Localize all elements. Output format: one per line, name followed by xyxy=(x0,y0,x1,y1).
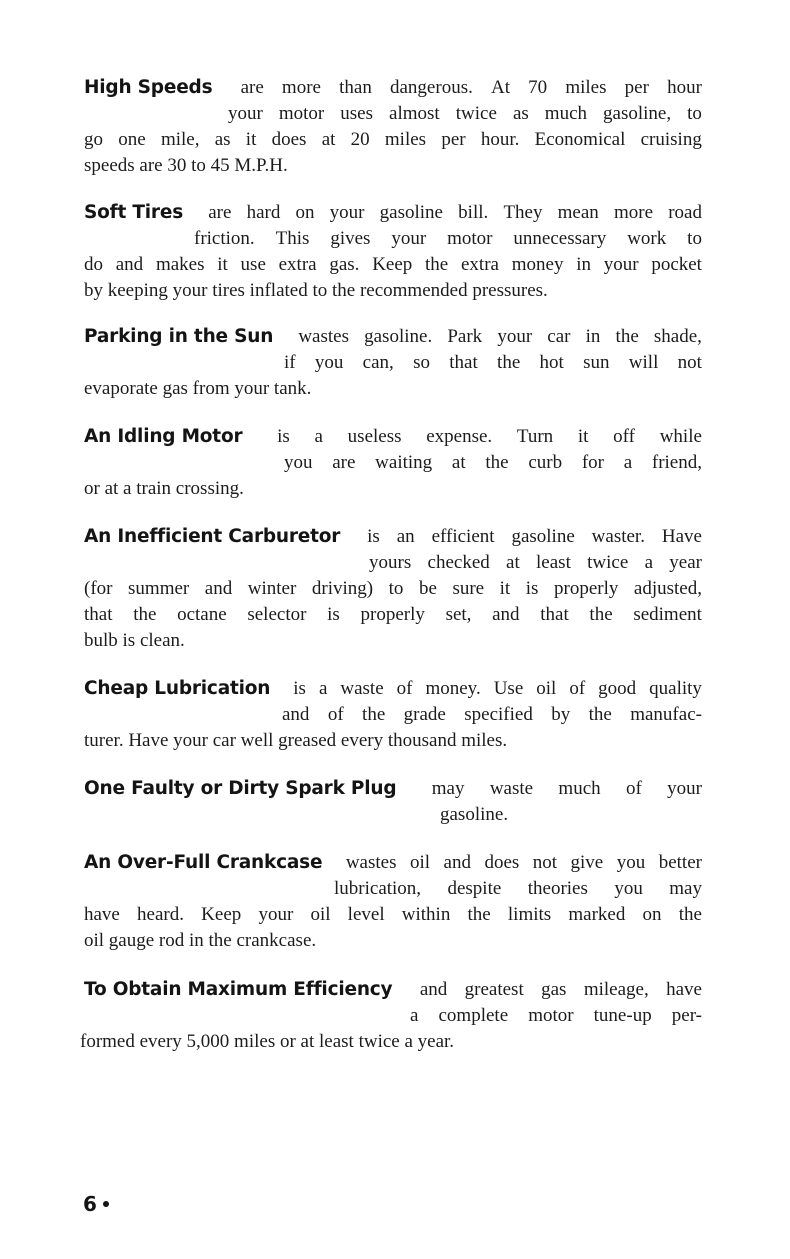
paragraph-line xyxy=(84,127,702,153)
word: motor xyxy=(447,228,493,249)
paragraph-line xyxy=(282,702,702,728)
word: grade xyxy=(403,704,446,725)
paragraph-line xyxy=(84,676,702,702)
word: hard xyxy=(246,202,281,223)
word: your xyxy=(391,228,427,249)
word: your xyxy=(258,904,294,925)
word: it xyxy=(577,426,589,447)
word: does xyxy=(271,129,307,150)
paragraph-heading: To Obtain Maximum Efficiency xyxy=(84,979,393,1000)
word: the xyxy=(588,704,612,725)
paragraph-line xyxy=(410,1003,702,1029)
word: a xyxy=(623,452,633,473)
word: gasoline. xyxy=(364,326,433,347)
word: while xyxy=(659,426,702,447)
word: friction. xyxy=(194,228,255,249)
paragraph-line xyxy=(84,850,702,876)
paragraph-line xyxy=(84,476,244,502)
word: to xyxy=(687,228,702,249)
word: hot xyxy=(539,352,564,373)
paragraph-line xyxy=(284,450,702,476)
word: the xyxy=(615,326,639,347)
word: you xyxy=(314,352,344,373)
word: as xyxy=(512,103,529,124)
word: Park xyxy=(447,326,483,347)
word: hour. xyxy=(480,129,520,150)
word: quality xyxy=(649,678,702,699)
word: if xyxy=(284,352,296,373)
word: the xyxy=(678,904,702,925)
word: is xyxy=(293,678,306,699)
word: to xyxy=(388,578,404,599)
word: your xyxy=(329,202,365,223)
paragraph-heading: An Over-Full Crankcase xyxy=(84,852,323,873)
word: adjusted, xyxy=(633,578,702,599)
word: on xyxy=(642,904,662,925)
paragraph-line xyxy=(284,350,702,376)
word: level xyxy=(347,904,385,925)
word: properly xyxy=(554,578,619,599)
word: pocket xyxy=(651,254,702,275)
word: by xyxy=(551,704,571,725)
word: Turn xyxy=(516,426,554,447)
word: gasoline xyxy=(379,202,443,223)
paragraph-line xyxy=(84,928,316,954)
paragraph-line xyxy=(84,728,507,754)
paragraph-text: oil gauge rod in the crankcase. xyxy=(84,930,317,951)
word: wastes xyxy=(345,852,397,873)
word: twice xyxy=(455,103,497,124)
word: Keep xyxy=(201,904,242,925)
word: of xyxy=(569,678,586,699)
word: to xyxy=(687,103,702,124)
paragraph-heading: An Idling Motor xyxy=(84,426,243,447)
word: and xyxy=(115,254,144,275)
word: manufac- xyxy=(630,704,702,725)
word: expense. xyxy=(426,426,493,447)
paragraph-heading: One Faulty or Dirty Spark Plug xyxy=(84,778,397,799)
word: that xyxy=(449,352,478,373)
paragraph-line xyxy=(84,576,702,602)
word: money xyxy=(511,254,564,275)
word: much xyxy=(544,103,588,124)
word: despite xyxy=(447,878,502,899)
paragraph-line xyxy=(84,376,311,402)
word: cruising xyxy=(640,129,702,150)
word: per xyxy=(624,77,649,98)
word: be xyxy=(418,578,437,599)
word: on xyxy=(295,202,315,223)
word: and xyxy=(419,979,448,1000)
word: of xyxy=(327,704,344,725)
word: waiting xyxy=(375,452,433,473)
word: car xyxy=(547,326,571,347)
word: efficient xyxy=(431,526,495,547)
word: the xyxy=(467,904,491,925)
word: unnecessary xyxy=(513,228,607,249)
word: extra xyxy=(461,254,499,275)
word: Use xyxy=(493,678,524,699)
word: the xyxy=(485,452,509,473)
word: it xyxy=(245,129,257,150)
word: and xyxy=(492,604,520,625)
word: miles xyxy=(384,129,427,150)
word: dangerous. xyxy=(390,77,473,98)
paragraph-line xyxy=(194,226,702,252)
word: They xyxy=(503,202,543,223)
paragraph-heading: High Speeds xyxy=(84,77,213,98)
word: a xyxy=(318,678,328,699)
word: friend, xyxy=(651,452,702,473)
paragraph-line xyxy=(84,252,702,278)
word: marked xyxy=(568,904,626,925)
word: within xyxy=(401,904,451,925)
word: you xyxy=(284,452,313,473)
word: sun xyxy=(583,352,610,373)
word: hour xyxy=(667,77,702,98)
word: one xyxy=(118,129,146,150)
word: shade, xyxy=(653,326,702,347)
word: summer xyxy=(128,578,190,599)
word: per- xyxy=(671,1005,702,1026)
word: you xyxy=(614,878,643,899)
word: almost xyxy=(389,103,440,124)
word: selector xyxy=(247,604,307,625)
word: oil xyxy=(310,904,331,925)
word: and xyxy=(204,578,233,599)
word: your xyxy=(603,254,639,275)
word: your xyxy=(228,103,263,124)
word: are xyxy=(332,452,356,473)
word: sure xyxy=(452,578,485,599)
word: may xyxy=(431,778,465,799)
word: the xyxy=(497,352,521,373)
word: This xyxy=(275,228,310,249)
word: 70 xyxy=(528,77,548,98)
word: mile, xyxy=(160,129,200,150)
word: at xyxy=(451,452,466,473)
word: more xyxy=(281,77,321,98)
paragraph-line xyxy=(369,550,702,576)
word: mileage, xyxy=(583,979,649,1000)
word: more xyxy=(613,202,654,223)
word: are xyxy=(240,77,264,98)
word: an xyxy=(396,526,415,547)
paragraph-line xyxy=(84,902,702,928)
word: of xyxy=(396,678,413,699)
word: road xyxy=(668,202,702,223)
word: will xyxy=(628,352,659,373)
word: year xyxy=(669,552,702,573)
paragraph-line xyxy=(440,802,508,828)
paragraph-line xyxy=(84,628,185,654)
word: oil xyxy=(536,678,557,699)
paragraph-line xyxy=(228,101,702,127)
word: it xyxy=(499,578,511,599)
paragraph-text: speeds are 30 to 45 M.P.H. xyxy=(84,155,288,176)
word: for xyxy=(581,452,604,473)
word: greatest xyxy=(464,979,524,1000)
paragraph-text: formed every 5,000 miles or at least twice a year. xyxy=(80,1031,455,1052)
word: heard. xyxy=(137,904,184,925)
word: makes xyxy=(155,254,205,275)
paragraph-text: evaporate gas from your tank. xyxy=(84,378,312,399)
word: off xyxy=(613,426,635,447)
word: much xyxy=(558,778,601,799)
word: Keep xyxy=(372,254,413,275)
word: have xyxy=(666,979,702,1000)
word: uses xyxy=(340,103,374,124)
paragraph-line xyxy=(80,1029,454,1055)
word: so xyxy=(413,352,430,373)
paragraph-heading: Soft Tires xyxy=(84,202,184,223)
word: and xyxy=(443,852,471,873)
word: sediment xyxy=(633,604,702,625)
paragraph-text: gasoline. xyxy=(440,804,509,825)
paragraph-line xyxy=(84,278,548,304)
word: have xyxy=(84,904,120,925)
paragraph-text: bulb is clean. xyxy=(84,630,185,651)
word: not xyxy=(532,852,558,873)
word: does xyxy=(484,852,520,873)
word: is xyxy=(367,526,380,547)
word: use xyxy=(240,254,266,275)
paragraph-heading: Cheap Lubrication xyxy=(84,678,271,699)
word: least xyxy=(536,552,571,573)
word: at xyxy=(506,552,520,573)
word: twice xyxy=(587,552,629,573)
word: gas xyxy=(541,979,567,1000)
word: properly xyxy=(360,604,425,625)
word: motor xyxy=(528,1005,574,1026)
paragraph-line xyxy=(84,977,702,1003)
bullet-icon xyxy=(103,1201,109,1207)
paragraph-line xyxy=(84,524,702,550)
word: give xyxy=(570,852,604,873)
paragraph-heading: An Inefficient Carburetor xyxy=(84,526,341,547)
word: go xyxy=(84,129,103,150)
word: checked xyxy=(427,552,490,573)
word: bill. xyxy=(458,202,489,223)
word: work xyxy=(627,228,667,249)
word: a xyxy=(644,552,654,573)
paragraph-text: or at a train crossing. xyxy=(84,478,244,499)
paragraph-line xyxy=(84,200,702,226)
word: in xyxy=(576,254,591,275)
word: that xyxy=(540,604,569,625)
word: complete xyxy=(438,1005,509,1026)
word: is xyxy=(277,426,290,447)
word: your xyxy=(667,778,702,799)
word: wastes xyxy=(298,326,349,347)
paragraph-line xyxy=(84,602,702,628)
word: is xyxy=(327,604,340,625)
word: is xyxy=(525,578,539,599)
word: extra xyxy=(278,254,317,275)
paragraph-line xyxy=(84,776,702,802)
word: waste xyxy=(340,678,384,699)
word: may xyxy=(669,878,702,899)
word: theories xyxy=(527,878,588,899)
page-number-text: 6 xyxy=(83,1192,97,1216)
word: motor xyxy=(278,103,325,124)
word: of xyxy=(625,778,642,799)
paragraph-line xyxy=(84,153,288,179)
word: your xyxy=(497,326,533,347)
word: money. xyxy=(425,678,481,699)
word: gives xyxy=(330,228,371,249)
word: the xyxy=(425,254,449,275)
word: the xyxy=(589,604,613,625)
word: limits xyxy=(507,904,552,925)
word: the xyxy=(133,604,157,625)
word: driving) xyxy=(311,578,374,599)
word: a xyxy=(410,1005,419,1026)
word: do xyxy=(84,254,103,275)
word: useless xyxy=(347,426,402,447)
word: the xyxy=(362,704,386,725)
word: and xyxy=(282,704,310,725)
word: 20 xyxy=(350,129,370,150)
word: good xyxy=(598,678,637,699)
word: per xyxy=(441,129,466,150)
word: octane xyxy=(177,604,227,625)
word: gasoline xyxy=(511,526,575,547)
word: tune-up xyxy=(593,1005,652,1026)
word: in xyxy=(585,326,601,347)
word: as xyxy=(214,129,231,150)
word: gasoline, xyxy=(603,103,672,124)
word: gas. xyxy=(329,254,360,275)
word: miles xyxy=(565,77,607,98)
word: at xyxy=(321,129,336,150)
paragraph-text: turer. Have your car well greased every thousand miles. xyxy=(84,730,508,751)
word: better xyxy=(658,852,702,873)
word: waste xyxy=(489,778,534,799)
word: At xyxy=(491,77,510,98)
word: a xyxy=(314,426,323,447)
word: you xyxy=(616,852,646,873)
word: oil xyxy=(409,852,431,873)
word: Economical xyxy=(534,129,626,150)
word: winter xyxy=(247,578,297,599)
word: not xyxy=(677,352,702,373)
paragraph-line xyxy=(84,324,702,350)
page-number xyxy=(83,1192,109,1216)
word: are xyxy=(208,202,232,223)
paragraph-heading: Parking in the Sun xyxy=(84,326,274,347)
word: waster. xyxy=(591,526,645,547)
word: lubrication, xyxy=(334,878,422,899)
word: yours xyxy=(369,552,412,573)
word: Have xyxy=(661,526,702,547)
paragraph-text: by keeping your tires inflated to the recommended pressures. xyxy=(84,280,548,301)
word: can, xyxy=(362,352,394,373)
word: than xyxy=(339,77,372,98)
word: that xyxy=(84,604,113,625)
word: it xyxy=(217,254,228,275)
paragraph-line xyxy=(84,75,702,101)
word: curb xyxy=(528,452,563,473)
word: specified xyxy=(464,704,533,725)
paragraph-line xyxy=(84,424,702,450)
word: mean xyxy=(557,202,599,223)
word: set, xyxy=(445,604,472,625)
paragraph-line xyxy=(334,876,702,902)
word: (for xyxy=(84,578,113,599)
